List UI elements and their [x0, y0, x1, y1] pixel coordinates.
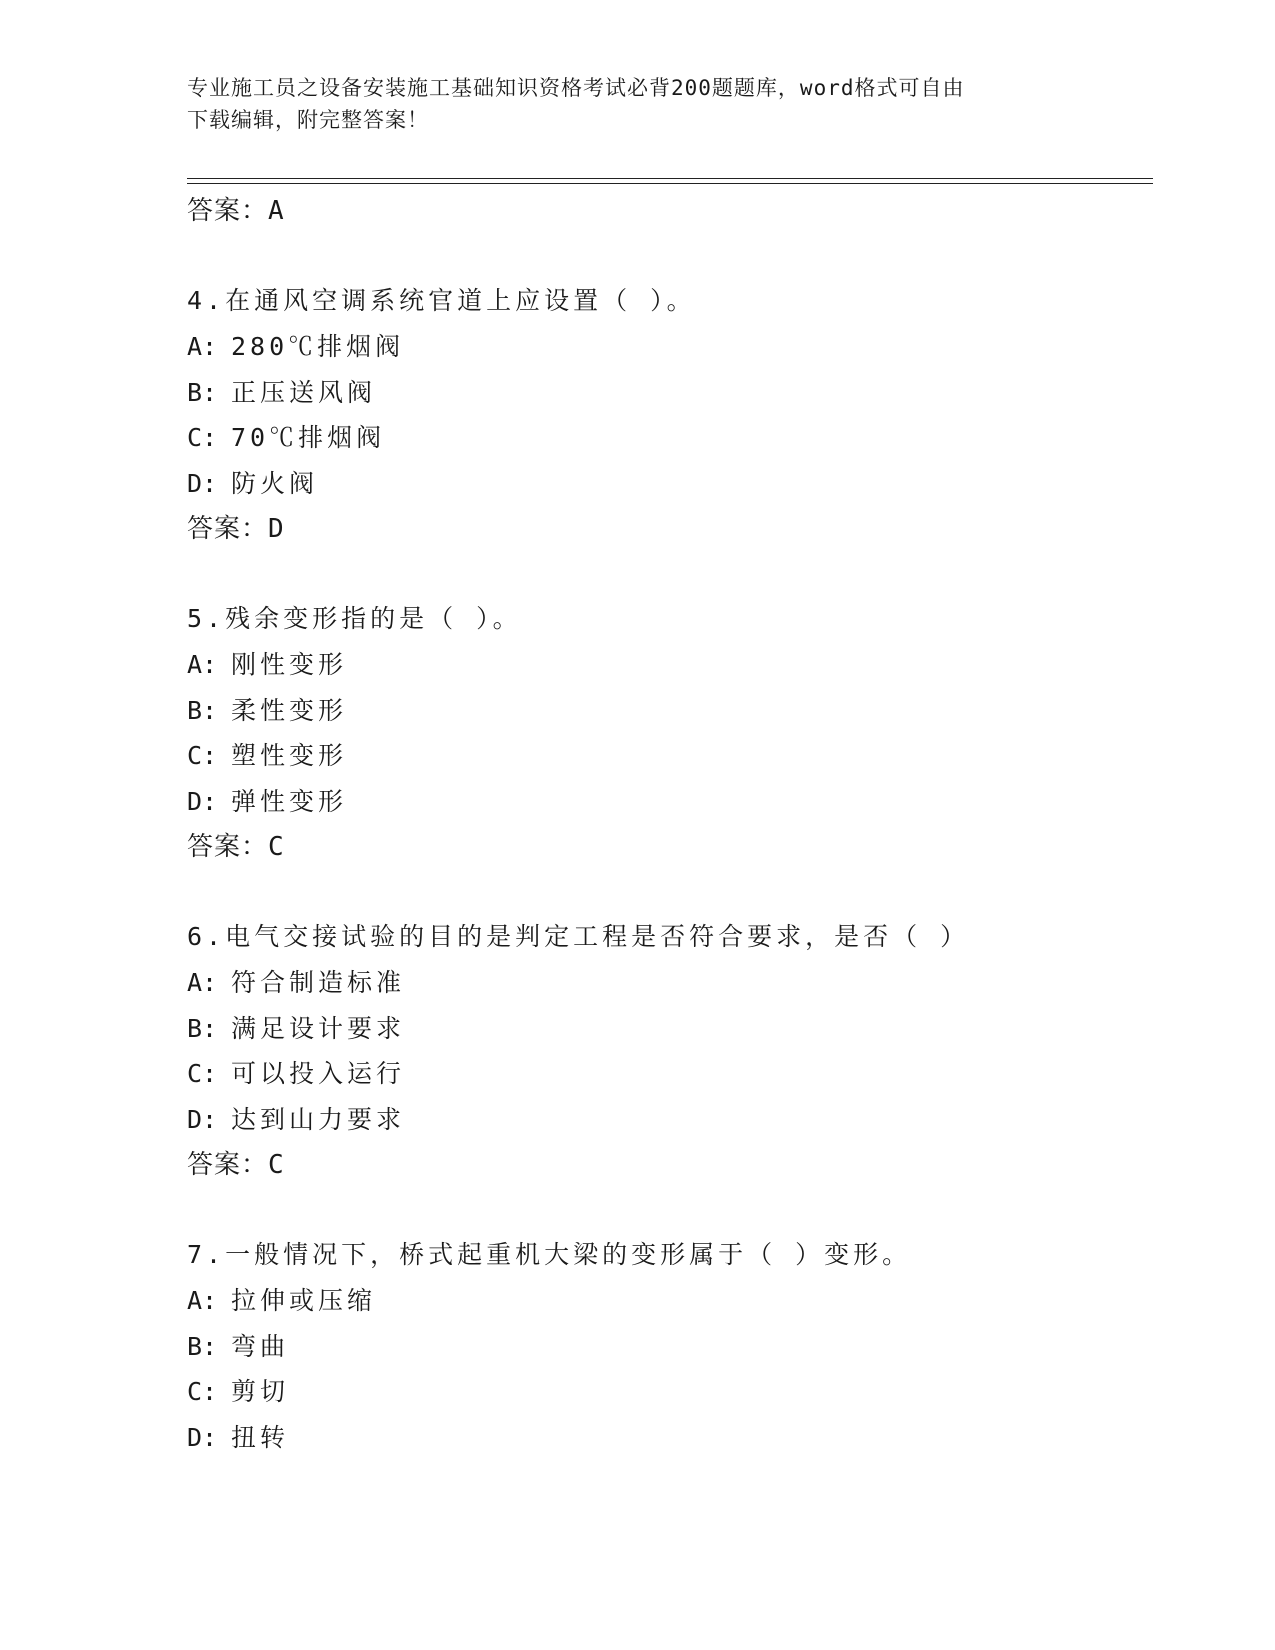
question-stem: 7.一般情况下，桥式起重机大梁的变形属于（ ）变形。 — [187, 1240, 912, 1269]
answer-line: 答案：A — [187, 196, 285, 226]
question-block — [187, 1232, 1147, 1460]
option-key: D: — [187, 1104, 218, 1134]
option-text: 280℃排烟阀 — [231, 332, 405, 361]
option-key: B: — [187, 1013, 218, 1043]
question-stem: 4.在通风空调系统官道上应设置（ ）。 — [187, 286, 696, 315]
answer-line: 答案：C — [187, 1150, 285, 1180]
option-a — [187, 642, 1147, 688]
option-text: 刚性变形 — [231, 650, 348, 679]
option-key: A: — [187, 332, 218, 361]
option-c — [187, 1051, 1147, 1097]
option-a — [187, 324, 1147, 370]
question-list — [187, 188, 1147, 1460]
question-stem: 6.电气交接试验的目的是判定工程是否符合要求，是否（ ） — [187, 922, 970, 951]
option-d — [187, 1097, 1147, 1143]
option-text: 可以投入运行 — [231, 1059, 406, 1088]
option-d — [187, 1415, 1147, 1461]
option-text: 防火阀 — [231, 468, 319, 498]
option-key: D: — [187, 1422, 218, 1452]
option-key: B: — [187, 1331, 218, 1361]
answer-line: 答案：C — [187, 832, 285, 862]
option-text: 70℃排烟阀 — [231, 423, 386, 452]
option-key: B: — [187, 695, 218, 725]
option-b — [187, 370, 1147, 416]
option-key: B: — [187, 377, 218, 407]
option-key: A: — [187, 968, 218, 997]
option-a — [187, 1278, 1147, 1324]
option-key: A: — [187, 650, 218, 679]
option-text: 剪切 — [231, 1377, 290, 1406]
option-d — [187, 779, 1147, 825]
question-block — [187, 596, 1147, 870]
option-text: 扭转 — [231, 1422, 290, 1452]
answer-line: 答案：D — [187, 514, 285, 544]
option-b — [187, 1324, 1147, 1370]
option-c — [187, 1369, 1147, 1415]
option-text: 拉伸或压缩 — [231, 1286, 377, 1315]
option-key: D: — [187, 468, 218, 498]
option-text: 塑性变形 — [231, 741, 348, 770]
option-a — [187, 960, 1147, 1006]
header-line-1: 专业施工员之设备安装施工基础知识资格考试必背200题题库，word格式可自由 — [187, 76, 965, 100]
option-c — [187, 415, 1147, 461]
option-key: C: — [187, 423, 218, 452]
option-b — [187, 688, 1147, 734]
option-key: C: — [187, 1377, 218, 1406]
option-key: A: — [187, 1286, 218, 1315]
option-text: 正压送风阀 — [231, 377, 377, 407]
option-d — [187, 461, 1147, 507]
document-header — [187, 72, 1067, 136]
header-divider-top — [187, 178, 1153, 179]
question-block — [187, 914, 1147, 1188]
option-text: 柔性变形 — [231, 695, 348, 725]
option-key: C: — [187, 1059, 218, 1088]
option-key: C: — [187, 741, 218, 770]
option-text: 满足设计要求 — [231, 1013, 406, 1043]
option-text: 弹性变形 — [231, 786, 348, 816]
option-b — [187, 1006, 1147, 1052]
question-block — [187, 278, 1147, 552]
option-c — [187, 733, 1147, 779]
option-key: D: — [187, 786, 218, 816]
header-divider-bottom — [187, 183, 1153, 184]
option-text: 达到山力要求 — [231, 1104, 406, 1134]
question-stem: 5.残余变形指的是（ ）。 — [187, 604, 522, 633]
header-line-2: 下载编辑，附完整答案！ — [187, 108, 429, 132]
option-text: 弯曲 — [231, 1331, 290, 1361]
option-text: 符合制造标准 — [231, 968, 406, 997]
